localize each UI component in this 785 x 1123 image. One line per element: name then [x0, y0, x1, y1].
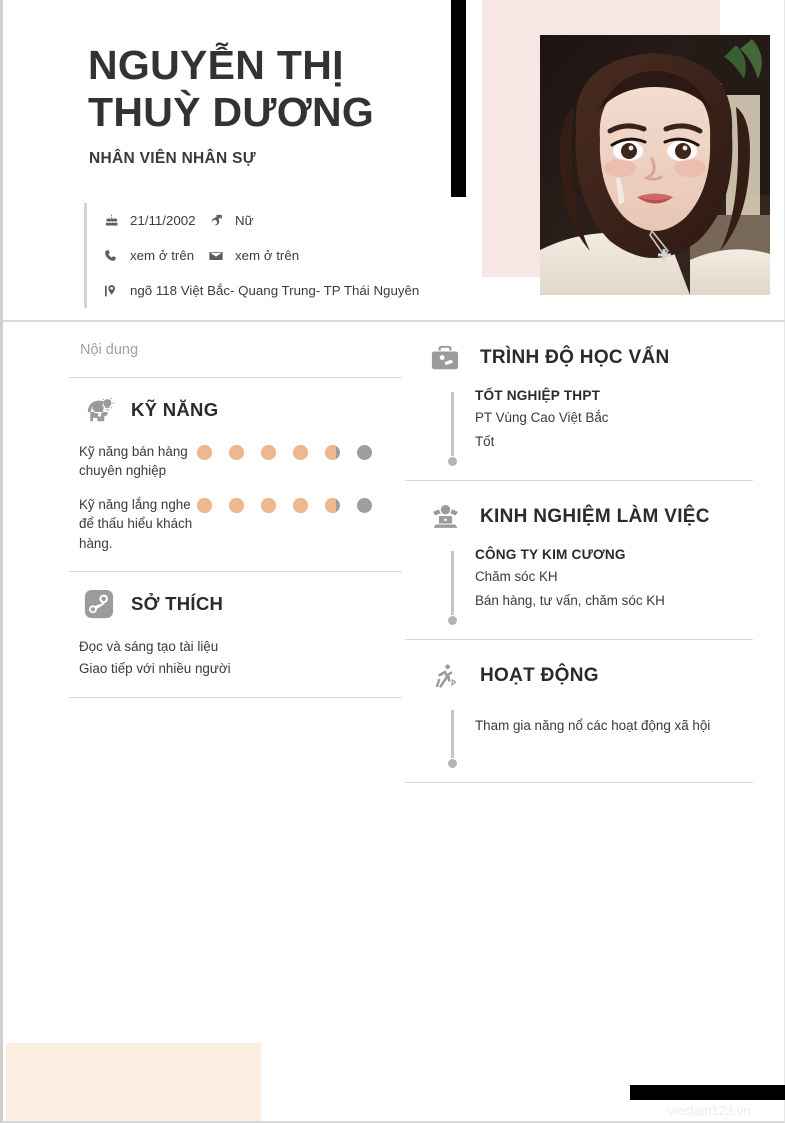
education-entry — [423, 388, 753, 466]
hobby-line: Giao tiếp với nhiều người — [79, 660, 231, 676]
rating-dot[interactable] — [293, 445, 308, 460]
footer-black-bar — [630, 1085, 785, 1100]
profile-photo — [540, 35, 770, 295]
birthday-cake-icon — [100, 213, 122, 228]
entry-body — [467, 706, 737, 768]
footer-watermark: vieclam123.vn — [667, 1103, 751, 1118]
rating-dot-fill — [293, 445, 308, 460]
hobbies-list — [69, 636, 402, 679]
contact-phone-value: xem ở trên — [130, 248, 195, 263]
entry-subtitle: PT Vùng Cao Việt Bắc — [475, 410, 609, 425]
rating-dot-fill — [261, 445, 276, 460]
timeline-knob — [448, 616, 457, 625]
rating-dot-fill — [229, 445, 244, 460]
skill-rating-dots — [197, 442, 372, 460]
hobbies-section — [69, 572, 402, 698]
contact-address-value: ngõ 118 Việt Bắc- Quang Trung- TP Thái Nguyên — [130, 283, 420, 298]
rating-dot[interactable] — [357, 498, 372, 513]
entry-body — [467, 388, 609, 466]
skill-rating-dots — [197, 495, 372, 513]
rating-dot-fill — [229, 498, 244, 513]
rating-dot-fill — [293, 498, 308, 513]
rating-dot[interactable] — [197, 498, 212, 513]
contact-email — [205, 248, 299, 264]
rating-dot-fill — [261, 498, 276, 513]
hobbies-section-title: SỞ THÍCH — [131, 593, 224, 615]
note-placeholder: Nội dung — [80, 341, 139, 358]
timeline-rail — [441, 547, 467, 625]
rating-dot[interactable] — [197, 445, 212, 460]
rating-dot[interactable] — [229, 498, 244, 513]
timeline-line — [451, 551, 454, 615]
experience-section-header — [423, 497, 753, 537]
contact-email-value: xem ở trên — [235, 248, 300, 263]
cv-header — [3, 0, 784, 320]
job-title: NHÂN VIÊN NHÂN SỰ — [89, 150, 256, 167]
rating-dot-fill — [325, 498, 336, 513]
experience-entry — [423, 547, 753, 625]
timeline-line — [451, 710, 454, 758]
entry-body — [467, 547, 665, 625]
entry-subtitle: Chăm sóc KH — [475, 569, 558, 584]
timeline-rail — [441, 706, 467, 768]
steam-logo-icon — [79, 586, 119, 622]
entry-title: CÔNG TY KIM CƯƠNG — [475, 547, 626, 562]
envelope-icon — [205, 248, 227, 264]
activities-section-header — [423, 656, 753, 696]
skills-section — [69, 378, 402, 572]
entry-title: TỐT NGHIỆP THPT — [475, 388, 601, 403]
page-title: NGUYỄN THỊ THUỲ DƯƠNG — [88, 42, 375, 136]
person-laptop-icon — [423, 497, 467, 537]
timeline-knob — [448, 759, 457, 768]
timeline-knob — [448, 457, 457, 466]
skills-section-title: KỸ NĂNG — [131, 399, 219, 420]
gender-icon — [205, 213, 227, 228]
experience-section — [405, 481, 753, 640]
header-black-accent-bar — [451, 0, 466, 197]
education-section — [405, 322, 753, 481]
briefcase-icon — [423, 338, 467, 378]
note-field[interactable] — [69, 322, 402, 378]
skill-label: Kỹ năng lắng nghe để thấu hiểu khách hàng. — [79, 496, 193, 551]
contact-address — [100, 283, 419, 299]
activity-entry — [423, 706, 753, 768]
skill-label: Kỹ năng bán hàng chuyên nghiệp — [79, 444, 188, 479]
person-activity-icon — [423, 656, 467, 696]
hobby-line: Đọc và sáng tạo tài liệu — [79, 639, 219, 655]
experience-section-title: KINH NGHIỆM LÀM VIỆC — [480, 506, 710, 527]
map-pin-icon — [100, 283, 122, 299]
rating-dot-fill — [197, 498, 212, 513]
contact-info — [84, 203, 444, 308]
contact-phone — [100, 248, 205, 263]
rating-dot[interactable] — [261, 498, 276, 513]
head-lightbulb-icon — [79, 392, 119, 428]
rating-dot-fill — [197, 445, 212, 460]
activities-section-title: HOẠT ĐỘNG — [480, 665, 599, 686]
rating-dot[interactable] — [325, 498, 340, 513]
contact-birthday — [100, 213, 205, 228]
entry-description: Tham gia năng nổ các hoạt động xã hội — [475, 718, 711, 733]
contact-gender — [205, 213, 254, 228]
contact-gender-value: Nữ — [235, 213, 254, 228]
contact-birthday-value: 21/11/2002 — [130, 213, 196, 228]
phone-icon — [100, 249, 122, 263]
rating-dot[interactable] — [357, 445, 372, 460]
skill-item — [69, 495, 402, 553]
rating-dot[interactable] — [325, 445, 340, 460]
cv-body — [3, 320, 785, 783]
rating-dot[interactable] — [229, 445, 244, 460]
hobbies-section-header — [69, 586, 402, 622]
contact-row — [100, 203, 444, 238]
contact-row — [100, 238, 444, 273]
right-column — [405, 320, 785, 783]
rating-dot[interactable] — [293, 498, 308, 513]
education-section-title: TRÌNH ĐỘ HỌC VẤN — [480, 347, 670, 368]
entry-description: Tốt — [475, 434, 495, 449]
education-section-header — [423, 338, 753, 378]
rating-dot-fill — [325, 445, 336, 460]
skill-item — [69, 442, 402, 481]
timeline-rail — [441, 388, 467, 466]
contact-row — [100, 273, 444, 308]
left-column — [3, 320, 405, 783]
skills-section-header — [69, 392, 402, 428]
rating-dot[interactable] — [261, 445, 276, 460]
timeline-line — [451, 392, 454, 456]
entry-description: Bán hàng, tư vấn, chăm sóc KH — [475, 593, 665, 608]
footer-peach-block — [6, 1043, 261, 1121]
activities-section — [405, 640, 753, 783]
